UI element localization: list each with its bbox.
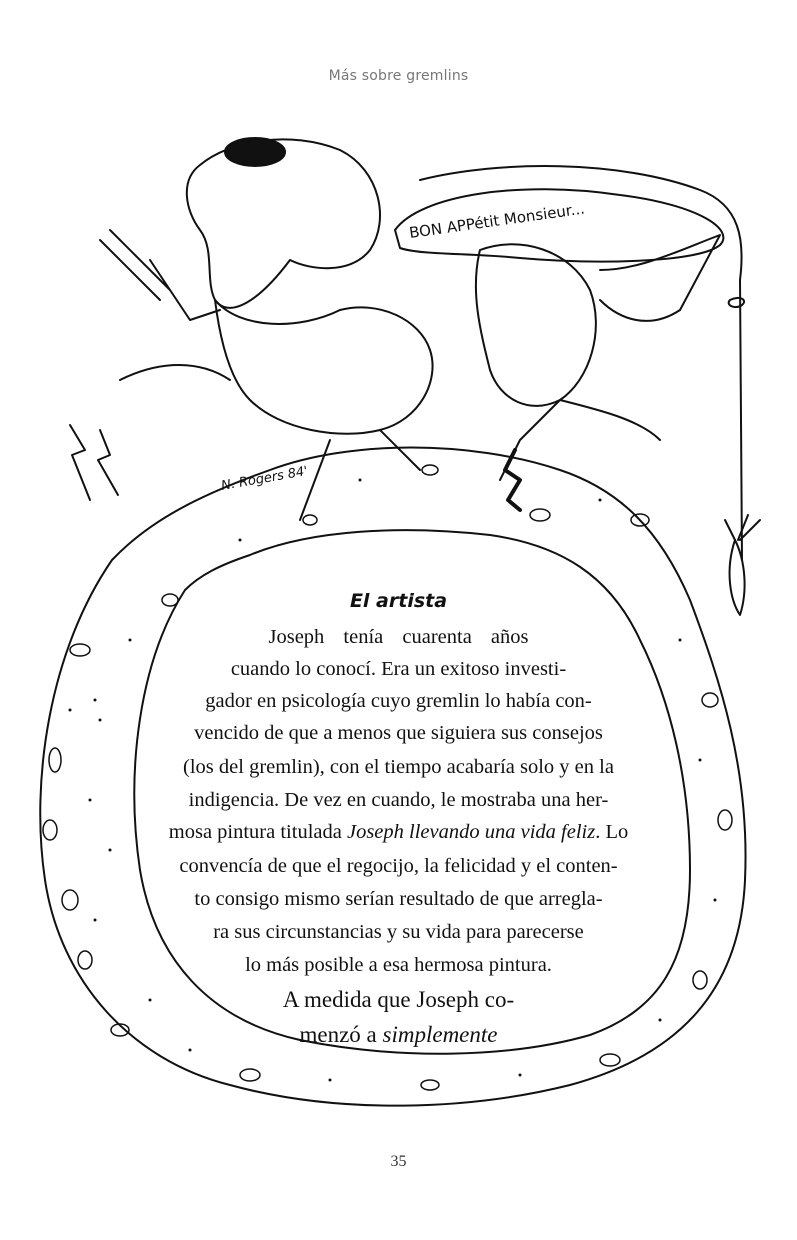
text-line-6: indigencia. De vez en cuando, le mostraba una her- (188, 789, 609, 811)
text-line-12: A medida que Joseph co- (282, 987, 515, 1012)
page-number: 35 (390, 1153, 407, 1170)
text-line-4: vencido de que a menos que siguiera sus consejos (194, 722, 603, 744)
speech-bubble-text: BON APPétit Monsieur... (408, 199, 586, 242)
text-line-7-b: . Lo (595, 821, 629, 843)
text-line-10: ra sus circunstancias y su vida para parecerse (213, 921, 584, 943)
text-line-5: (los del gremlin), con el tiempo acabaría solo y en la (183, 756, 614, 778)
text-line-1: Joseph tenía cuarenta años (268, 626, 529, 648)
emphasis-simplemente: simplemente (382, 1022, 498, 1047)
text-line-7-a: mosa pintura titulada (168, 821, 347, 843)
text-line-3: gador en psicología cuyo gremlin lo había con- (205, 690, 592, 712)
section-title: El artista (349, 590, 448, 612)
right-gremlin (476, 244, 596, 406)
left-gremlin (187, 139, 380, 307)
text-line-7 (0, 822, 797, 843)
text-line-2: cuando lo conocí. Era un exitoso investi- (230, 658, 567, 680)
text-line-8: convencía de que el regocijo, la felicidad y el conten- (179, 855, 618, 877)
text-line-13-a: menzó a (299, 1022, 383, 1047)
text-line-11: lo más posible a esa hermosa pintura. (245, 954, 552, 976)
text-line-9: to consigo mismo serían resultado de que arregla- (194, 888, 603, 910)
artist-signature: N. Rogers 84' (220, 463, 309, 494)
running-head: Más sobre gremlins (328, 68, 469, 84)
text-line-13 (0, 1023, 797, 1046)
painting-title: Joseph llevando una vida feliz (346, 821, 596, 843)
